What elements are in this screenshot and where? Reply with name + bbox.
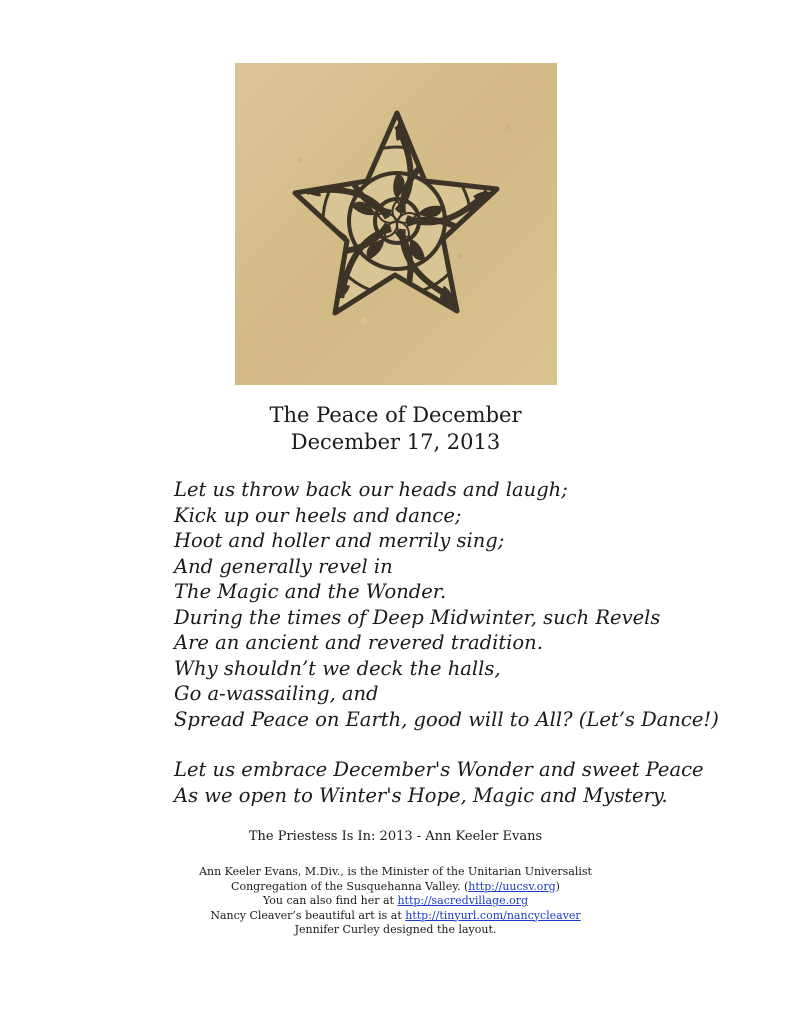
uucsv-link[interactable]: http://uucsv.org <box>468 879 556 893</box>
poem-line: Are an ancient and revered tradition. <box>174 631 543 654</box>
nancycleaver-link[interactable]: http://tinyurl.com/nancycleaver <box>405 908 581 922</box>
page-date: December 17, 2013 <box>290 430 501 454</box>
poem-line: Hoot and holler and merrily sing; <box>174 529 505 552</box>
credit-line-art <box>0 909 791 924</box>
credit-line-congregation <box>0 880 791 895</box>
poem-line: As we open to Winter's Hope, Magic and Mystery. <box>174 783 668 807</box>
credit-line-sacredvillage <box>0 894 791 909</box>
credit-line-minister: Ann Keeler Evans, M.Div., is the Minister of the Unitarian Universalist <box>199 865 592 878</box>
poem-line: Let us throw back our heads and laugh; <box>174 478 568 501</box>
stanza-break <box>174 732 774 757</box>
credits <box>0 865 791 938</box>
credit-text: ) <box>555 879 560 893</box>
credit-text: Congregation of the Susquehanna Valley. ( <box>231 879 469 893</box>
poem-line: Kick up our heels and dance; <box>174 503 462 527</box>
poem-line: During the times of Deep Midwinter, such Revels <box>174 605 661 629</box>
title-block <box>0 402 791 456</box>
poem-line: The Magic and the Wonder. <box>174 580 447 603</box>
poem-line: And generally revel in <box>174 554 393 578</box>
poem <box>174 477 774 808</box>
credit-line-layout: Jennifer Curley designed the layout. <box>294 923 497 936</box>
poem-line: Spread Peace on Earth, good will to All? (Let’s Dance!) <box>174 707 719 731</box>
poem-line: Let us embrace December's Wonder and sweet Peace <box>174 758 704 781</box>
credit-text: Nancy Cleaver’s beautiful art is at <box>210 908 406 922</box>
star-artwork <box>235 63 557 385</box>
credit-text: You can also find her at <box>263 894 398 907</box>
poem-line: Why shouldn’t we deck the halls, <box>174 656 501 680</box>
page-title: The Peace of December <box>269 403 522 427</box>
star-icon <box>235 63 557 385</box>
sacredvillage-link[interactable]: http://sacredvillage.org <box>397 894 528 907</box>
poem-line: Go a-wassailing, and <box>174 682 379 705</box>
signature: The Priestess Is In: 2013 - Ann Keeler Evans <box>248 829 543 844</box>
